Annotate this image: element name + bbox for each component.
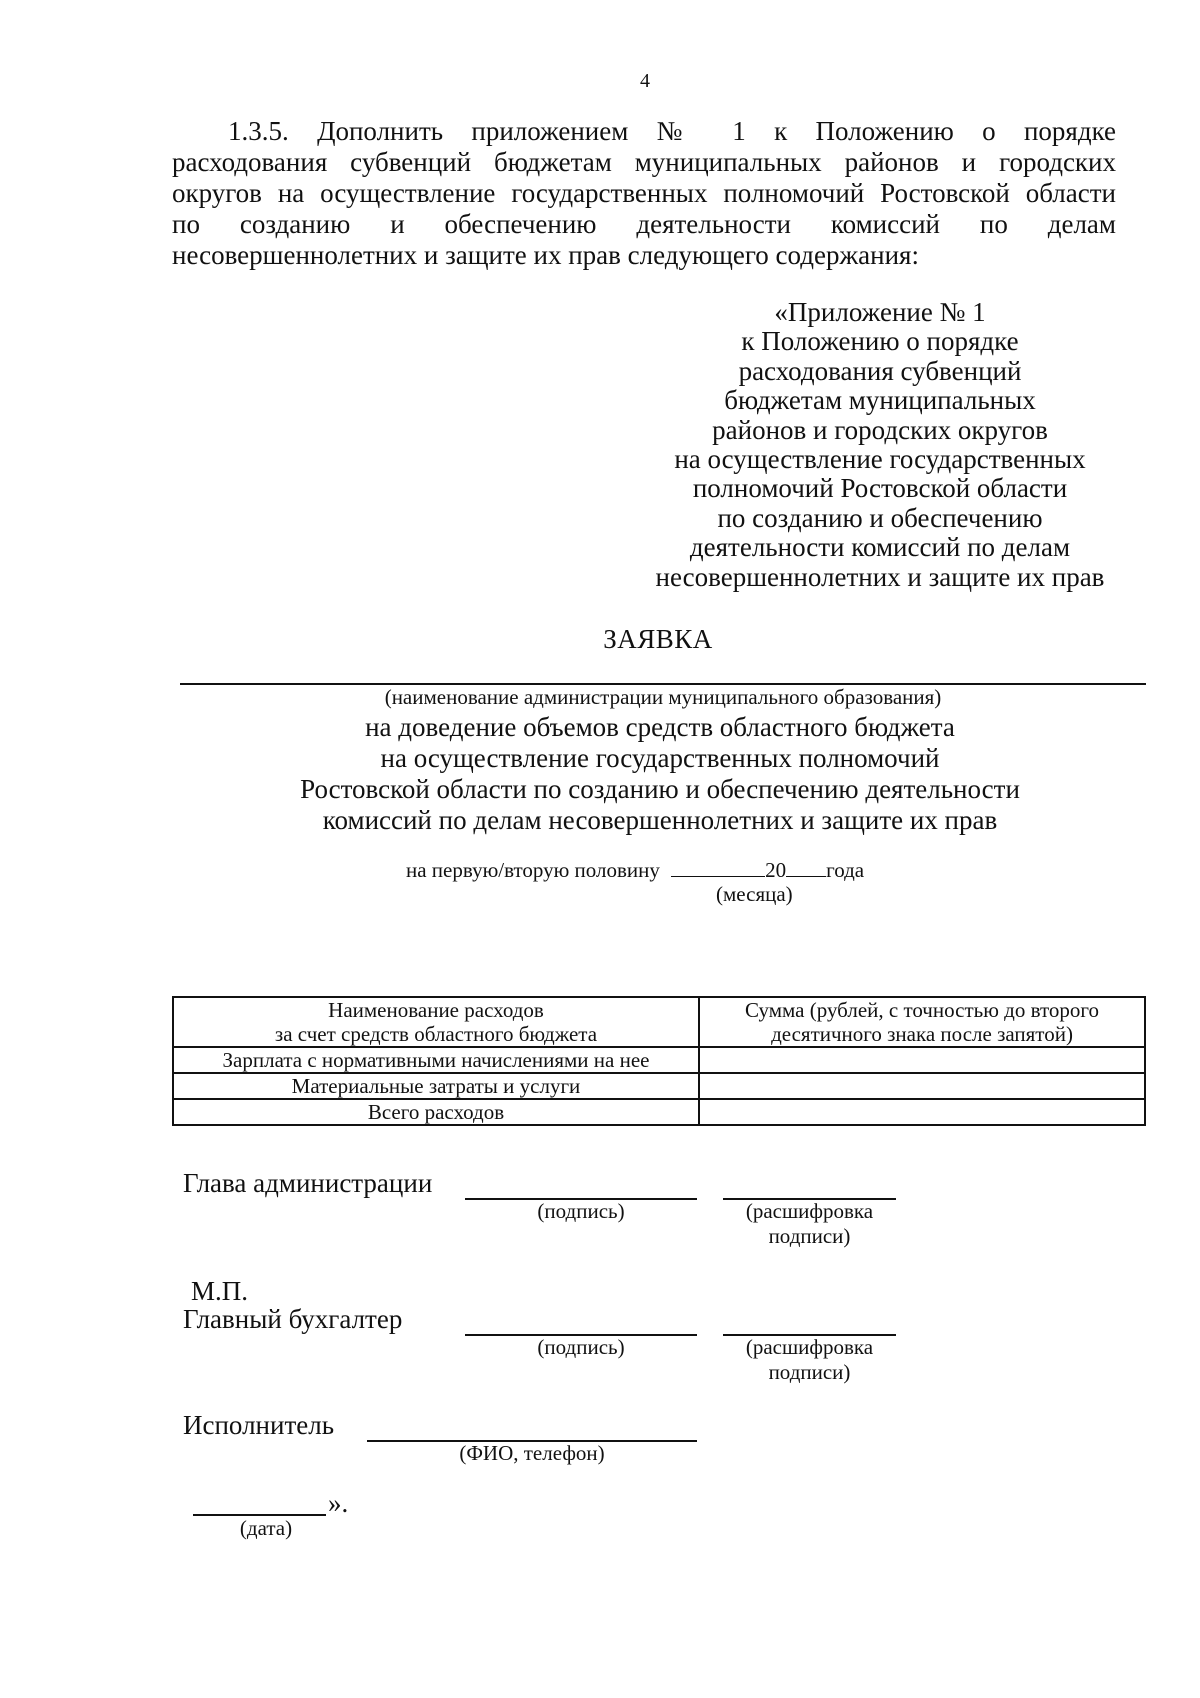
decode-caption-line: (расшифровка bbox=[745, 1335, 874, 1359]
appendix-line: к Положению о порядке bbox=[741, 326, 1019, 357]
appendix-heading bbox=[600, 298, 1160, 592]
date-caption: (дата) bbox=[239, 1516, 293, 1540]
executor-caption: (ФИО, телефон) bbox=[459, 1441, 605, 1465]
paragraph-line: несовершеннолетних и защите их прав следующего содержания: bbox=[172, 240, 919, 270]
decode-caption bbox=[723, 1335, 896, 1385]
year-blank[interactable] bbox=[786, 858, 826, 877]
paragraph-line: по созданию и обеспечению деятельности комиссий по делам bbox=[172, 209, 1116, 239]
header-cell-name bbox=[173, 997, 699, 1047]
appendix-line: «Приложение № 1 bbox=[774, 297, 986, 327]
expense-amount-cell[interactable] bbox=[699, 1099, 1145, 1125]
appendix-line: бюджетам муниципальных bbox=[724, 385, 1036, 416]
header-text: Наименование расходов bbox=[328, 998, 544, 1022]
appendix-line: несовершеннолетних и защите их прав bbox=[655, 561, 1105, 592]
paragraph-line: округов на осуществление государственных полномочий Ростовской области bbox=[172, 178, 1116, 208]
header-text: десятичного знака после запятой) bbox=[771, 1022, 1073, 1046]
intro-paragraph bbox=[172, 116, 1116, 271]
paragraph-line: расходования субвенций бюджетам муниципальных районов и городских bbox=[172, 147, 1116, 177]
appendix-line: расходования субвенций bbox=[738, 355, 1022, 386]
signature-caption: (подпись) bbox=[537, 1335, 625, 1359]
expense-name-cell: Зарплата с нормативными начислениями на нее bbox=[173, 1047, 699, 1073]
decode-caption bbox=[723, 1199, 896, 1249]
expense-amount-cell[interactable] bbox=[699, 1047, 1145, 1073]
month-blank[interactable] bbox=[671, 858, 765, 877]
stamp-label: М.П. bbox=[191, 1276, 249, 1306]
purpose-line: на доведение объемов средств областного бюджета bbox=[365, 712, 955, 742]
expense-amount-cell[interactable] bbox=[699, 1073, 1145, 1099]
page-number: 4 bbox=[640, 70, 650, 92]
month-caption: (месяца) bbox=[716, 882, 793, 906]
table-row bbox=[173, 1047, 1145, 1073]
chief-accountant-label: Главный бухгалтер bbox=[183, 1304, 403, 1334]
appendix-line: на осуществление государственных bbox=[674, 444, 1086, 475]
header-text: за счет средств областного бюджета bbox=[274, 1022, 598, 1046]
purpose-line: комиссий по делам несовершеннолетних и защите их прав bbox=[322, 805, 998, 835]
expense-name-cell: Материальные затраты и услуги bbox=[173, 1073, 699, 1099]
paragraph-line: 1.3.5. Дополнить приложением № 1 к Положению о порядке bbox=[228, 116, 1116, 146]
table-row bbox=[173, 1073, 1145, 1099]
appendix-line: деятельности комиссий по делам bbox=[689, 532, 1071, 563]
appendix-line: по созданию и обеспечению bbox=[717, 502, 1043, 533]
header-cell-amount bbox=[699, 997, 1145, 1047]
period-line bbox=[406, 858, 864, 883]
expense-table bbox=[172, 996, 1146, 1126]
table-header-row bbox=[173, 997, 1145, 1047]
table-row bbox=[173, 1099, 1145, 1125]
executor-label: Исполнитель bbox=[183, 1410, 335, 1440]
form-title: ЗАЯВКА bbox=[603, 624, 713, 654]
org-name-caption: (наименование администрации муниципального образования) bbox=[384, 685, 942, 709]
year-prefix: 20 bbox=[765, 858, 787, 882]
date-closing-quote: ». bbox=[328, 1488, 349, 1518]
period-suffix: года bbox=[826, 858, 865, 882]
purpose-line: Ростовской области по созданию и обеспечению деятельности bbox=[300, 774, 1020, 804]
appendix-line: районов и городских округов bbox=[712, 414, 1048, 445]
decode-caption-line: подписи) bbox=[768, 1224, 851, 1248]
appendix-line: полномочий Ростовской области bbox=[692, 473, 1068, 504]
period-prefix: на первую/вторую половину bbox=[406, 858, 660, 882]
header-text: Сумма (рублей, с точностью до второго bbox=[745, 998, 1099, 1022]
decode-caption-line: подписи) bbox=[768, 1360, 851, 1384]
expense-name-cell: Всего расходов bbox=[173, 1099, 699, 1125]
signature-caption: (подпись) bbox=[537, 1199, 625, 1223]
head-of-administration-label: Глава администрации bbox=[183, 1168, 433, 1198]
decode-caption-line: (расшифровка bbox=[745, 1199, 874, 1223]
purpose-line: на осуществление государственных полномочий bbox=[380, 743, 940, 773]
purpose-block bbox=[150, 712, 1170, 836]
